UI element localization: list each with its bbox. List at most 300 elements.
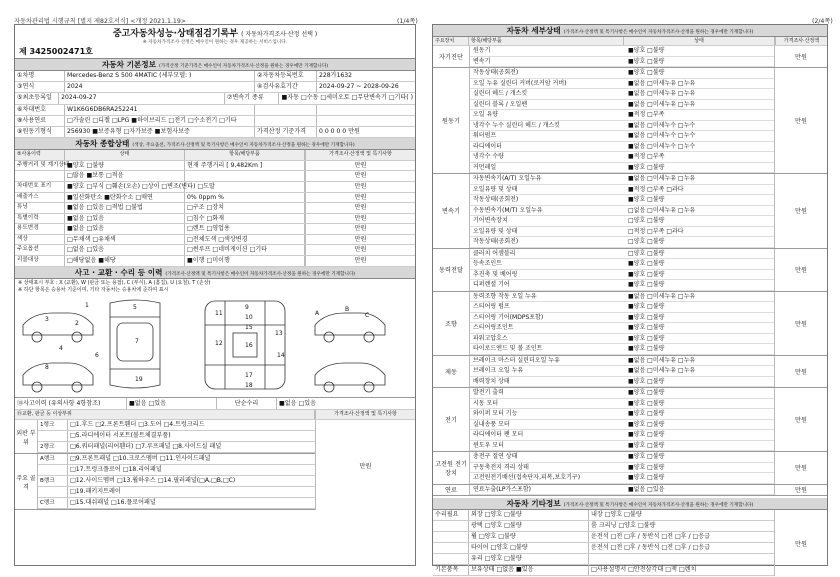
detail-status: ■없음 □미세누유 □누유 [628, 100, 696, 108]
diagram-part-label: 16 [245, 341, 253, 349]
detail-item: 오일 유량 [473, 111, 499, 118]
summary-detail [185, 182, 305, 192]
detail-item: 라디에이터 [473, 142, 502, 150]
detail-row [470, 292, 774, 303]
basic-label: ⑥차대번호 [15, 105, 65, 115]
detail-item: 기어변속장치 [473, 217, 508, 224]
detail-item: 스티어링 기어(MDPS포함) [473, 313, 544, 321]
other-group [433, 554, 469, 564]
detail-item: 구동축전지 격리 상태 [473, 463, 529, 471]
parts-items: □17.트렁크플로어 □18.리어패널 [70, 466, 162, 474]
detail-status: ■없음 □미세누유 □누유 [628, 175, 696, 182]
parts-row [38, 442, 315, 453]
detail-status: ■양호 □불량 [628, 57, 665, 65]
detail-row [470, 441, 774, 452]
detail-item: 냉각수 수량 [473, 153, 504, 160]
summary-detail: □침수 □화재 [185, 214, 305, 224]
basic-value: ■자동 □수동 □세미오토 □무단변속기 □기타( ) [281, 94, 413, 102]
parts-group-name: 주요 골격 [15, 454, 38, 509]
diagram-part-label: 3 [45, 315, 49, 323]
summary-price: 만원 [305, 245, 415, 255]
detail-status: ■없음 □미세누수 □누수 [628, 121, 696, 129]
summary-row [15, 203, 415, 214]
detail-status: ■양호 □불량 [628, 431, 665, 438]
detail-status: ■양호 □불량 [628, 313, 665, 321]
diagram-part-label: 15 [245, 323, 253, 331]
detail-status: ■양호 □불량 [628, 345, 665, 352]
detail-group-body [470, 46, 774, 67]
basic-row [15, 71, 415, 82]
detail-group-body [470, 356, 774, 388]
detail-group [433, 174, 827, 249]
detail-row [470, 216, 774, 227]
basic-label [255, 116, 317, 126]
detail-item: 타이로드엔드 및 볼 조인트 [473, 345, 543, 352]
summary-price: 만원 [305, 161, 415, 171]
basic-row [15, 116, 415, 127]
summary-detail: □썬루프 □네비게이션 □기타 [185, 245, 305, 255]
detail-status: ■양호 □불량 [628, 324, 665, 331]
detail-item: 클러치 어셈블리 [473, 249, 516, 257]
other-b: 운전석 □전 □후 / 동반석 □전 □후 / □응급 [591, 533, 711, 540]
other-table [433, 510, 774, 576]
basic-label: ④검사유효기간 [255, 82, 317, 92]
diagram-part-label: 4 [59, 344, 63, 352]
summary-item: 배출가스 [15, 193, 65, 203]
diagram-part-label: 19 [135, 375, 143, 383]
form-number: 자동차관리법 시행규칙 [별지 제82호서식] <개정 2021.1.19> [14, 18, 186, 25]
diagram-part-label: 8 [45, 363, 49, 371]
detail-status: □양호 □불량 [628, 249, 665, 257]
summary-price: 만원 [305, 193, 415, 203]
detail-header-row: 주요장치 항목/해당부품 상태 가격조사·산정액 [433, 37, 827, 46]
other-b: 룸 크리닝 □양호 □불량 [591, 522, 656, 529]
detail-row [470, 206, 774, 217]
detail-row [470, 185, 774, 196]
summary-row [15, 182, 415, 193]
detail-item: 고전원전기배선(접속단자,피복,보호기구) [473, 474, 581, 481]
parts-items: □12.사이드멤버 □13.휠하우스 □14.필러패널(□A,□B,□C) [70, 477, 236, 485]
parts-rank: B랭크 [38, 476, 68, 486]
parts-row [38, 454, 315, 465]
diagram-part-label: 2 [75, 319, 79, 327]
basic-label [255, 105, 317, 115]
detail-item: 추진축 및 베어링 [473, 270, 518, 278]
detail-row [470, 270, 774, 281]
wheel-rear-left [72, 332, 82, 342]
parts-row [38, 476, 315, 487]
detail-group [433, 485, 827, 497]
other-a: 보유상태 □없음 ■있음 [469, 565, 589, 575]
detail-row [470, 452, 774, 463]
detail-group [433, 356, 827, 389]
parts-group [15, 454, 315, 510]
page-indicator-left: (1/4쪽) [397, 18, 418, 25]
basic-row [15, 93, 415, 104]
detail-price: 만원 [774, 46, 827, 67]
parts-group-body [38, 420, 315, 453]
basic-value: 2024 [65, 82, 255, 92]
diagram-part-label: 18 [245, 381, 253, 389]
other-price: 만원 [774, 510, 827, 576]
summary-price: 만원 [305, 256, 415, 266]
detail-row [470, 174, 774, 185]
summary-item: 용도변경 [15, 224, 65, 234]
summary-row [15, 171, 415, 182]
detail-status: ■없음 □미세누유 □누유 [628, 79, 696, 87]
detail-status: ■양호 □불량 [628, 420, 665, 428]
summary-status: □해당없음 ■해당 [65, 256, 185, 266]
detail-row [470, 79, 774, 90]
detail-heading: 자동차 세부상태 (가격조사·산정액 및 특기사항은 매수인이 자동차가격조사·산정을 원하는 경우에만 기재합니다) [433, 25, 827, 37]
other-group [433, 532, 469, 542]
summary-price: 만원 [305, 235, 415, 245]
basic-value: 256930 ■보증유형 □자가보증 ■보험사보증 [65, 127, 255, 137]
detail-item: 오일 누유 실린더 커버(로커암 커버) [473, 79, 567, 87]
detail-status: ■없음 □미세누유 □누유 [628, 367, 696, 374]
document-subtitle: ※ 자동차가격조사·산정은 매수인이 원하는 경우 제공하는 서비스입니다. [142, 40, 288, 45]
other-row [433, 543, 774, 554]
diagram-part-label: 10 [245, 313, 253, 321]
detail-price: 만원 [774, 356, 827, 388]
detail-row [470, 237, 774, 248]
detail-item: 변속기 [473, 57, 491, 65]
parts-items: □19.패키지트레이 [70, 488, 121, 496]
detail-status: ■양호 □불량 [628, 270, 665, 278]
detail-row [470, 334, 774, 345]
summary-status: □무채색 □유채색 [65, 235, 185, 245]
summary-detail [185, 171, 305, 181]
detail-item: 작동상태(공회전) [473, 69, 519, 76]
summary-row [15, 193, 415, 204]
detail-row [470, 131, 774, 142]
diagram-part-label: 9 [245, 303, 249, 311]
detail-status: ■없음 □미세누유 □누유 [628, 292, 696, 300]
page-indicator-right: (2/4쪽) [812, 18, 833, 25]
detail-price: 만원 [774, 249, 827, 291]
parts-rank: A랭크 [38, 454, 68, 464]
detail-item: 실린더 블록 / 오일팬 [473, 100, 528, 108]
detail-row [470, 377, 774, 388]
detail-row [470, 463, 774, 474]
summary-detail: ■이행 □미이행 [185, 256, 305, 266]
other-a: 광택 □양호 □불량 [469, 521, 589, 531]
detail-status: ■양호 □불량 [628, 474, 665, 481]
detail-status: ■양호 □불량 [628, 410, 665, 417]
detail-group-body [470, 292, 774, 355]
detail-status: ■적정 □부족 [628, 153, 665, 160]
detail-row [470, 313, 774, 324]
detail-status: ■양호 □불량 [628, 47, 665, 54]
summary-status: ■없음 □있음 [65, 224, 185, 234]
basic-value: W1K6G6DB6RA252241 [65, 105, 255, 115]
basic-value: 2024-09-27 [59, 93, 225, 103]
detail-group [433, 292, 827, 356]
detail-item: 실내송풍 모터 [473, 420, 510, 428]
parts-row [38, 420, 315, 431]
summary-row [15, 161, 415, 172]
detail-table [433, 46, 827, 496]
parts-row [38, 431, 315, 442]
basic-label: 가격산정 기준가격 [255, 127, 317, 137]
car-diagram [15, 295, 415, 398]
other-group [433, 521, 469, 531]
summary-row [15, 224, 415, 235]
summary-row [15, 256, 415, 267]
detail-row [470, 399, 774, 410]
summary-detail: 0% 0ppm % [185, 193, 305, 203]
detail-status: ■없음 □미세누유 □누유 [628, 356, 696, 364]
other-b: 운전석 □전 □후 / 동반석 □전 □후 / □응급 [591, 544, 711, 551]
detail-row [470, 195, 774, 206]
parts-items: □1.후드 □2.프론트휀더 □3.도어 □4.트렁크리드 [70, 421, 205, 429]
parts-header-row: ⑲교환, 판금 등 이상부위 가격조사·산정액 및 특기사항 [15, 410, 415, 421]
summary-status: ■일산화탄소 ■탄화수소 □매연 [65, 193, 185, 203]
detail-status: ■양호 □불량 [628, 69, 665, 76]
parts-table [15, 420, 316, 510]
detail-status: ■없음 □미세누수 □누수 [628, 142, 696, 150]
detail-item: 수동변속기(M/T) 오일누유 [473, 206, 543, 214]
wheel-front-left [32, 332, 42, 342]
detail-status: ■양호 □불량 [628, 389, 665, 396]
detail-group-body [470, 68, 774, 173]
detail-item: 윈도우 모터 [473, 441, 504, 449]
document-title: 중고자동차성능·상태점검기록부 ( 자동차가격조사·산정 선택 ) [112, 29, 318, 39]
detail-group-body [470, 452, 774, 484]
detail-status: ■적정 □부족 □과다 [628, 185, 684, 193]
detail-status: ■양호 □불량 [628, 260, 665, 267]
detail-status: ■양호 □불량 [628, 377, 665, 385]
parts-price: 만원 [359, 462, 372, 470]
detail-item: 스티어링조인트 [473, 324, 514, 331]
parts-items: □6.쿼터패널(리어휀더) □7.루프패널 □8.사이드실 패널 [70, 443, 222, 451]
other-a: 휠 □양호 □불량 [469, 532, 589, 542]
detail-row [470, 100, 774, 111]
detail-group [433, 68, 827, 174]
summary-item: 주요옵션 [15, 245, 65, 255]
summary-row [15, 245, 415, 256]
basic-label: ⑧사용연료 [15, 116, 65, 126]
detail-row [470, 388, 774, 399]
detail-item: 브레이크 오일 누유 [473, 367, 524, 374]
detail-item: 배력장치 상태 [473, 377, 510, 385]
summary-item [15, 171, 65, 181]
diagram-part-label: 1 [85, 301, 89, 309]
detail-item: 브레이크 마스터 실린더오일 누유 [473, 356, 560, 364]
detail-group-name: 전기 [433, 388, 470, 451]
summary-heading: 자동차 종합상태 (색상, 주요옵션, 가격조사·산정액 및 특기사항은 매수인이 자동차가격조사·산정을 원하는 경우에만 기재합니다) [15, 138, 415, 150]
detail-group-body [470, 174, 774, 248]
detail-item: 와이퍼 모터 기능 [473, 410, 518, 417]
detail-status: □적정 □부족 □과다 [628, 227, 684, 235]
diagram-part-label: C [365, 311, 370, 319]
summary-table [15, 161, 415, 267]
car-side-left-lower [23, 363, 93, 385]
detail-row [470, 227, 774, 238]
diagram-part-label: 6 [95, 351, 99, 359]
detail-item: 실린더 헤드 / 개스킷 [473, 90, 528, 97]
detail-item: 원동기 [473, 47, 491, 54]
summary-status: □많음 ■보통 □적음 [65, 171, 185, 181]
detail-group [433, 46, 827, 68]
other-b: □사용설명서 □안전삼각대 □잭 □렌치 [591, 566, 697, 573]
detail-item: 작동상태(공회전) [473, 196, 519, 203]
detail-row [470, 152, 774, 163]
basic-value: Mercedes-Benz S 500 4MATIC (세부모델: ) [65, 71, 255, 81]
car-outline-drawing [15, 295, 415, 397]
basic-row [15, 82, 415, 93]
basic-label: ①차명 [15, 71, 65, 81]
parts-row [38, 465, 315, 476]
detail-status: ■양호 □불량 [628, 441, 665, 449]
summary-item: 튜닝 [15, 203, 65, 213]
summary-price: 만원 [305, 224, 415, 234]
car-side-left [23, 313, 93, 335]
detail-item: 커먼레일 [473, 163, 497, 171]
detail-row [470, 302, 774, 313]
detail-status: ■없음 □있음 [628, 485, 665, 493]
detail-item: 자동변속기(A/T) 오일누유 [473, 175, 542, 182]
detail-item: 작동상태(공회전) [473, 238, 519, 245]
detail-row [470, 366, 774, 377]
other-group [433, 543, 469, 553]
other-row [433, 554, 774, 565]
summary-row [15, 214, 415, 225]
detail-item: 오일유량 및 상태 [473, 185, 518, 193]
parts-rank [38, 431, 68, 441]
detail-price: 만원 [774, 388, 827, 451]
detail-item: 워터펌프 [473, 132, 497, 139]
basic-value: 0 0 0 0 0 만원 [319, 127, 360, 135]
detail-group-body [470, 485, 774, 496]
basic-value: □가솔린 □디젤 □LPG ■하이브리드 □전기 □수소전기 □기타 [65, 116, 255, 126]
diagram-part-label: 13 [275, 329, 283, 337]
parts-items: □15.대쉬패널 □16.플로어패널 [70, 499, 156, 507]
detail-row [470, 356, 774, 367]
parts-rank [38, 487, 68, 497]
document-number: 제 3425002471호 [15, 45, 415, 59]
detail-row [470, 430, 774, 441]
detail-row [470, 121, 774, 132]
other-row [433, 532, 774, 543]
diagram-part-label: A [315, 309, 320, 317]
basic-info-table [15, 71, 415, 138]
diagram-part-label: 11 [215, 309, 223, 317]
detail-status: ■양호 □불량 [628, 334, 665, 342]
detail-price: 만원 [774, 292, 827, 355]
basic-value [317, 116, 415, 126]
detail-row [470, 485, 774, 496]
detail-group [433, 249, 827, 292]
basic-row [15, 105, 415, 116]
other-group: 기본품목 [433, 565, 469, 575]
detail-item: 냉각수 누수 실린더 헤드 / 개스킷 [473, 121, 560, 129]
detail-row [470, 323, 774, 334]
detail-status: □양호 □불량 [628, 217, 665, 224]
detail-row [470, 163, 774, 174]
detail-group-name: 자기진단 [433, 46, 470, 67]
detail-item: 연료누출(LP가스포함) [473, 485, 532, 493]
detail-item: 디퍼렌셜 기어 [473, 281, 510, 288]
parts-row [38, 498, 315, 509]
page-1 [14, 24, 416, 566]
basic-row [15, 127, 415, 138]
detail-group-name: 변속기 [433, 174, 470, 248]
summary-item: 특별이력 [15, 214, 65, 224]
detail-item: 충전구 절연 상태 [473, 453, 518, 460]
detail-status: ■없음 □미세누수 □누수 [628, 132, 696, 139]
detail-item: 등속조인트 [473, 260, 502, 267]
detail-status: ■양호 □불량 [628, 303, 665, 310]
basic-info-heading: 자동차 기본정보 (가격산정 기준가격은 매수인이 자동차가격조사·산정을 원하는 경우에만 기재합니다) [15, 59, 415, 71]
detail-group-name: 동력전달 [433, 249, 470, 291]
detail-row [470, 142, 774, 153]
detail-status: ■양호 □불량 [628, 453, 665, 460]
detail-status: ■양호 □불량 [628, 399, 665, 407]
detail-item: 라디에이터 팬 모터 [473, 431, 524, 438]
detail-group-name: 연료 [433, 485, 470, 496]
other-row [433, 510, 774, 521]
detail-status: ■적정 □부족 [628, 111, 665, 118]
detail-status: ■양호 □불량 [628, 196, 665, 203]
detail-row [470, 249, 774, 260]
detail-status: ■양호 □불량 [628, 463, 665, 471]
summary-price: 만원 [305, 182, 415, 192]
accident-legend: ※ 상태표시 부호 : X (교환), W (판금 또는 용접), C (부식), A (흠집), U (요철), T (손상) ※ 하단 항목은 승용차 기준이며, 기타 자동차는 승용차에 준하여 표시 [18, 279, 211, 293]
detail-group-name: 원동기 [433, 68, 470, 173]
basic-label: ⑦변속기 종류 [225, 93, 280, 103]
detail-price: 만원 [774, 174, 827, 248]
parts-row [38, 487, 315, 498]
summary-item: 리콜대상 [15, 256, 65, 266]
summary-price: 만원 [305, 214, 415, 224]
other-b [589, 554, 774, 564]
accident-heading: 사고 · 교환 · 수리 등 이력 (가격조사·산정액 및 특기사항은 매수인이 자동차가격조사·산정을 원하는 경우에만 기재합니다) [15, 267, 415, 279]
other-row [433, 565, 774, 576]
diagram-part-label: 17 [245, 371, 253, 379]
detail-status: □없음 □미세누유 □누유 [628, 206, 696, 214]
other-row [433, 521, 774, 532]
basic-value: 228가1632 [319, 72, 353, 79]
detail-price: 만원 [774, 485, 827, 496]
other-a: 타이어 □양호 □불량 [469, 543, 589, 553]
diagram-part-label: 5 [133, 303, 137, 311]
other-heading: 자동차 기타정보 (가격조사·산정액 및 특기사항은 매수인이 자동차가격조사·산정을 원하는 경우에만 기재합니다) [433, 498, 827, 510]
detail-group [433, 452, 827, 485]
detail-group-name: 고전원 전기장치 [433, 452, 470, 484]
parts-group-body [38, 454, 315, 509]
detail-row [470, 420, 774, 431]
diagram-part-label: 14 [277, 351, 285, 359]
basic-value [317, 105, 415, 115]
summary-detail: □전체도색 □색상변경 [185, 235, 305, 245]
detail-group-name: 제동 [433, 356, 470, 388]
basic-label: ②자동차등록번호 [255, 71, 317, 81]
detail-status: ■없음 □미세누유 □누유 [628, 90, 696, 97]
detail-item: 동력조향 작동 오일 누유 [473, 292, 537, 300]
detail-row [470, 46, 774, 57]
detail-price: 만원 [774, 452, 827, 484]
parts-items: □5.라디에이터 서포트(볼트체결부품) [70, 432, 171, 440]
detail-group-body [470, 249, 774, 291]
detail-group-name: 조향 [433, 292, 470, 355]
summary-status: ■없음 □있음 □적법 □불법 [65, 203, 185, 213]
detail-group [433, 388, 827, 452]
detail-status: ■양호 □불량 [628, 163, 665, 171]
parts-items: □9.프론트패널 □10.크로스멤버 □11.인사이드패널 [70, 455, 211, 463]
summary-price: 만원 [305, 203, 415, 213]
summary-item: 주행거리 및 계기상태 [15, 161, 65, 171]
